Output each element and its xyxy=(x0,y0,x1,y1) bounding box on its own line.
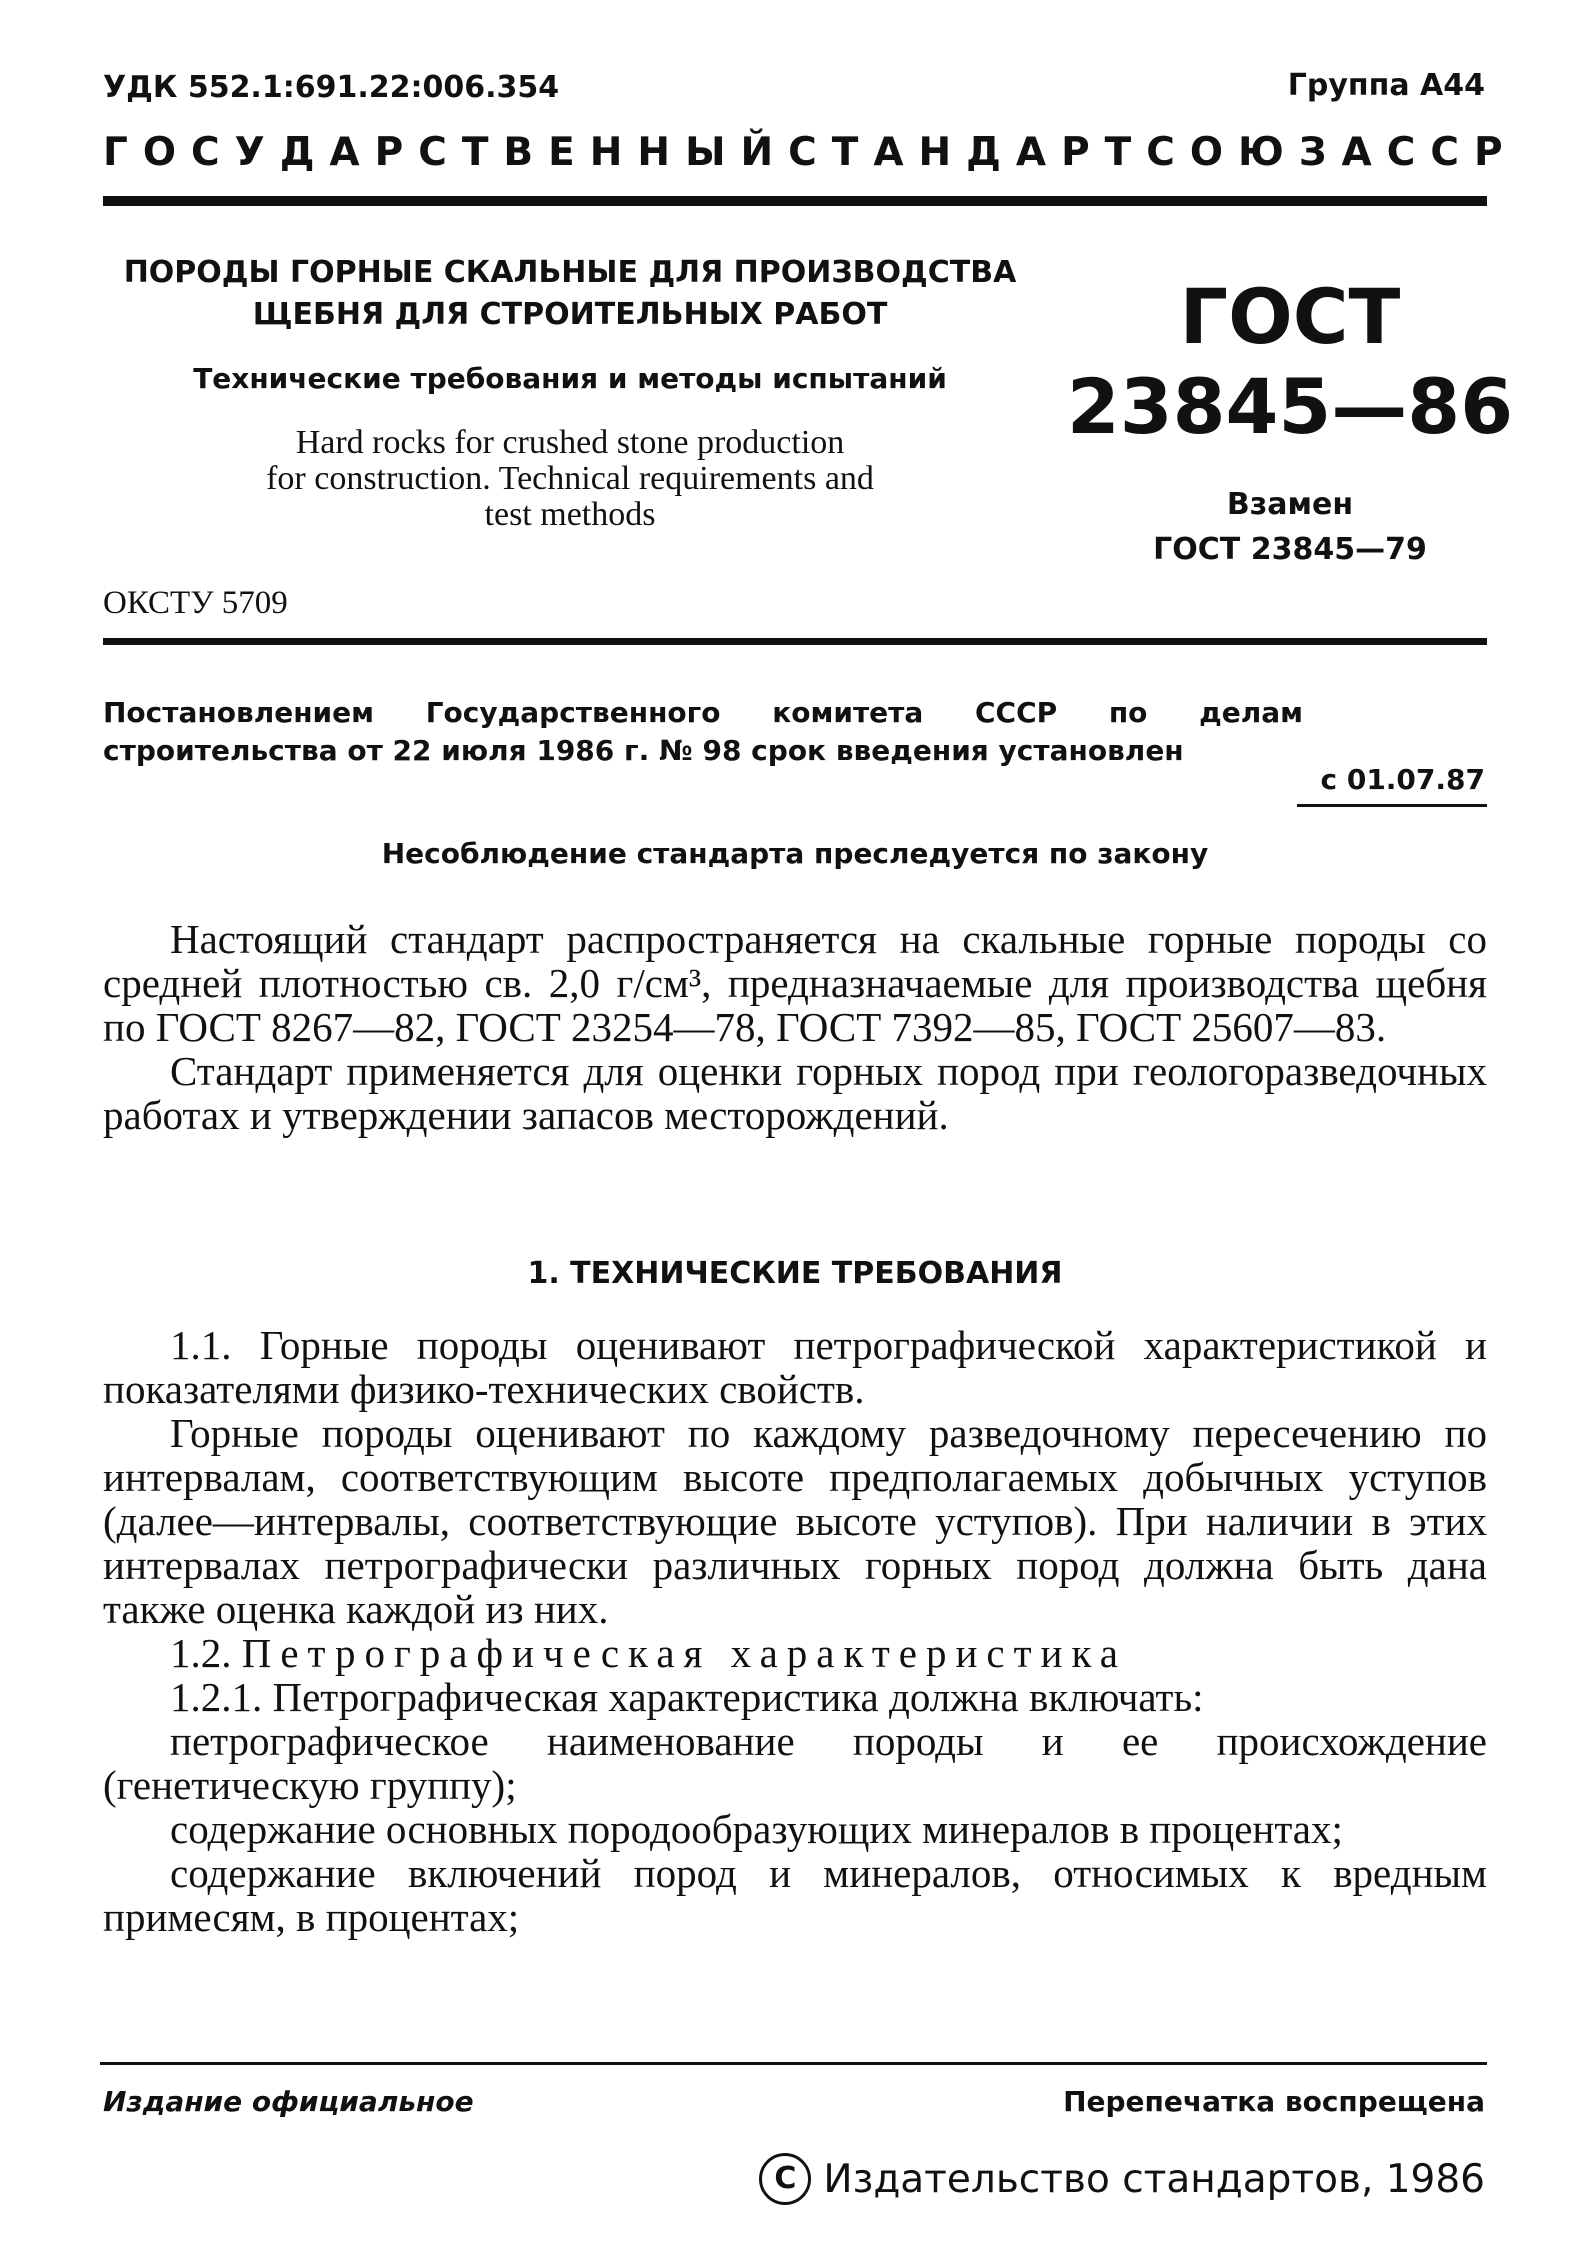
list-item-harmful-impurities: содержание включений пород и минералов, относимых к вредным примесям, в процентах; xyxy=(103,1850,1487,1940)
copyright xyxy=(759,2153,1485,2205)
intro-paragraph-2: Стандарт применяется для оценки горных пород при геологоразведочных работах и утверждении запасов месторождений. xyxy=(103,1048,1487,1138)
state-standard-word-2: СТАНДАРТ xyxy=(788,130,1147,175)
subtitle-ru: Технические требования и методы испытаний xyxy=(193,362,947,395)
copyright-icon: C xyxy=(759,2153,811,2205)
list-item-main-minerals: содержание основных породообразующих минералов в процентах; xyxy=(170,1806,1343,1852)
title-en-line-1: Hard rocks for crushed stone production xyxy=(295,424,845,461)
reprint-prohibited: Перепечатка воспрещена xyxy=(1063,2085,1485,2118)
state-standard-word-1: ГОСУДАРСТВЕННЫЙ xyxy=(103,130,789,175)
effective-date: с 01.07.87 xyxy=(1320,763,1485,796)
decree-text: Постановлением Государственного комитета СССР по делам строительства от 22 июля 1986 г. № 98 срок введения установлен xyxy=(103,696,1303,767)
state-standard-heading xyxy=(103,130,1518,175)
clause-1-2-1: 1.2.1. Петрографическая характеристика должна включать: xyxy=(170,1674,1204,1720)
title-en-line-3: test methods xyxy=(484,496,656,533)
group-code: Группа А44 xyxy=(1287,68,1485,103)
udk-code: УДК 552.1:691.22:006.354 xyxy=(103,70,560,105)
state-standard-word-4: ССР xyxy=(1386,130,1518,175)
title-ru-line-1: ПОРОДЫ ГОРНЫЕ СКАЛЬНЫЕ ДЛЯ ПРОИЗВОДСТВА xyxy=(123,255,1017,290)
clause-1-1: 1.1. Горные породы оценивают петрографической характеристикой и показателями физико-технических свойств. xyxy=(103,1322,1487,1412)
title-rule xyxy=(103,638,1487,645)
clause-1-2-number: 1.2. xyxy=(170,1630,232,1676)
effective-date-underline xyxy=(1297,804,1487,807)
replaced-gost: ГОСТ 23845—79 xyxy=(1153,532,1427,567)
title-en-line-2: for construction. Technical requirements and xyxy=(266,460,874,497)
section-1-body xyxy=(103,1323,1487,1939)
list-item-genetic-group: петрографическое наименование породы и ее происхождение (генетическую группу); xyxy=(103,1718,1487,1808)
publisher: Издательство стандартов, 1986 xyxy=(823,2156,1485,2202)
intro-text xyxy=(103,917,1487,1137)
header-rule xyxy=(103,196,1487,206)
state-standard-word-3: СОЮЗА xyxy=(1146,130,1387,175)
gost-label: ГОСТ xyxy=(1179,272,1401,361)
title-ru-line-2: ЩЕБНЯ ДЛЯ СТРОИТЕЛЬНЫХ РАБОТ xyxy=(252,297,888,332)
footer-rule xyxy=(100,2062,1487,2065)
law-notice: Несоблюдение стандарта преследуется по закону xyxy=(381,837,1209,870)
clause-1-2 xyxy=(103,1631,1487,1675)
title-ru xyxy=(110,252,1030,336)
official-edition: Издание официальное xyxy=(103,2085,474,2118)
replaced-label: Взамен xyxy=(1226,487,1354,522)
section-title: 1. ТЕХНИЧЕСКИЕ ТРЕБОВАНИЯ xyxy=(527,1256,1063,1291)
okstu-code: ОКСТУ 5709 xyxy=(103,585,288,621)
clause-1-1-continued: Горные породы оценивают по каждому разведочному пересечению по интервалам, соответствующим высоте предполагаемых добычных уступов (далее—интервалы, соответствующие высоте уступов). При наличии в этих интервалах петрографически различных горных пород должна быть дана также оценка каждой из них. xyxy=(103,1410,1487,1632)
clause-1-2-title: Петрографическая характеристика xyxy=(241,1630,1127,1676)
intro-paragraph-1: Настоящий стандарт распространяется на скальные горные породы со средней плотностью св. 2,0 г/см³, предназначаемые для производства щебня по ГОСТ 8267—82, ГОСТ 23254—78, ГОСТ 7392—85, ГОСТ 25607—83. xyxy=(103,916,1487,1050)
gost-number: 23845—86 xyxy=(1066,362,1514,451)
title-en xyxy=(110,425,1030,533)
